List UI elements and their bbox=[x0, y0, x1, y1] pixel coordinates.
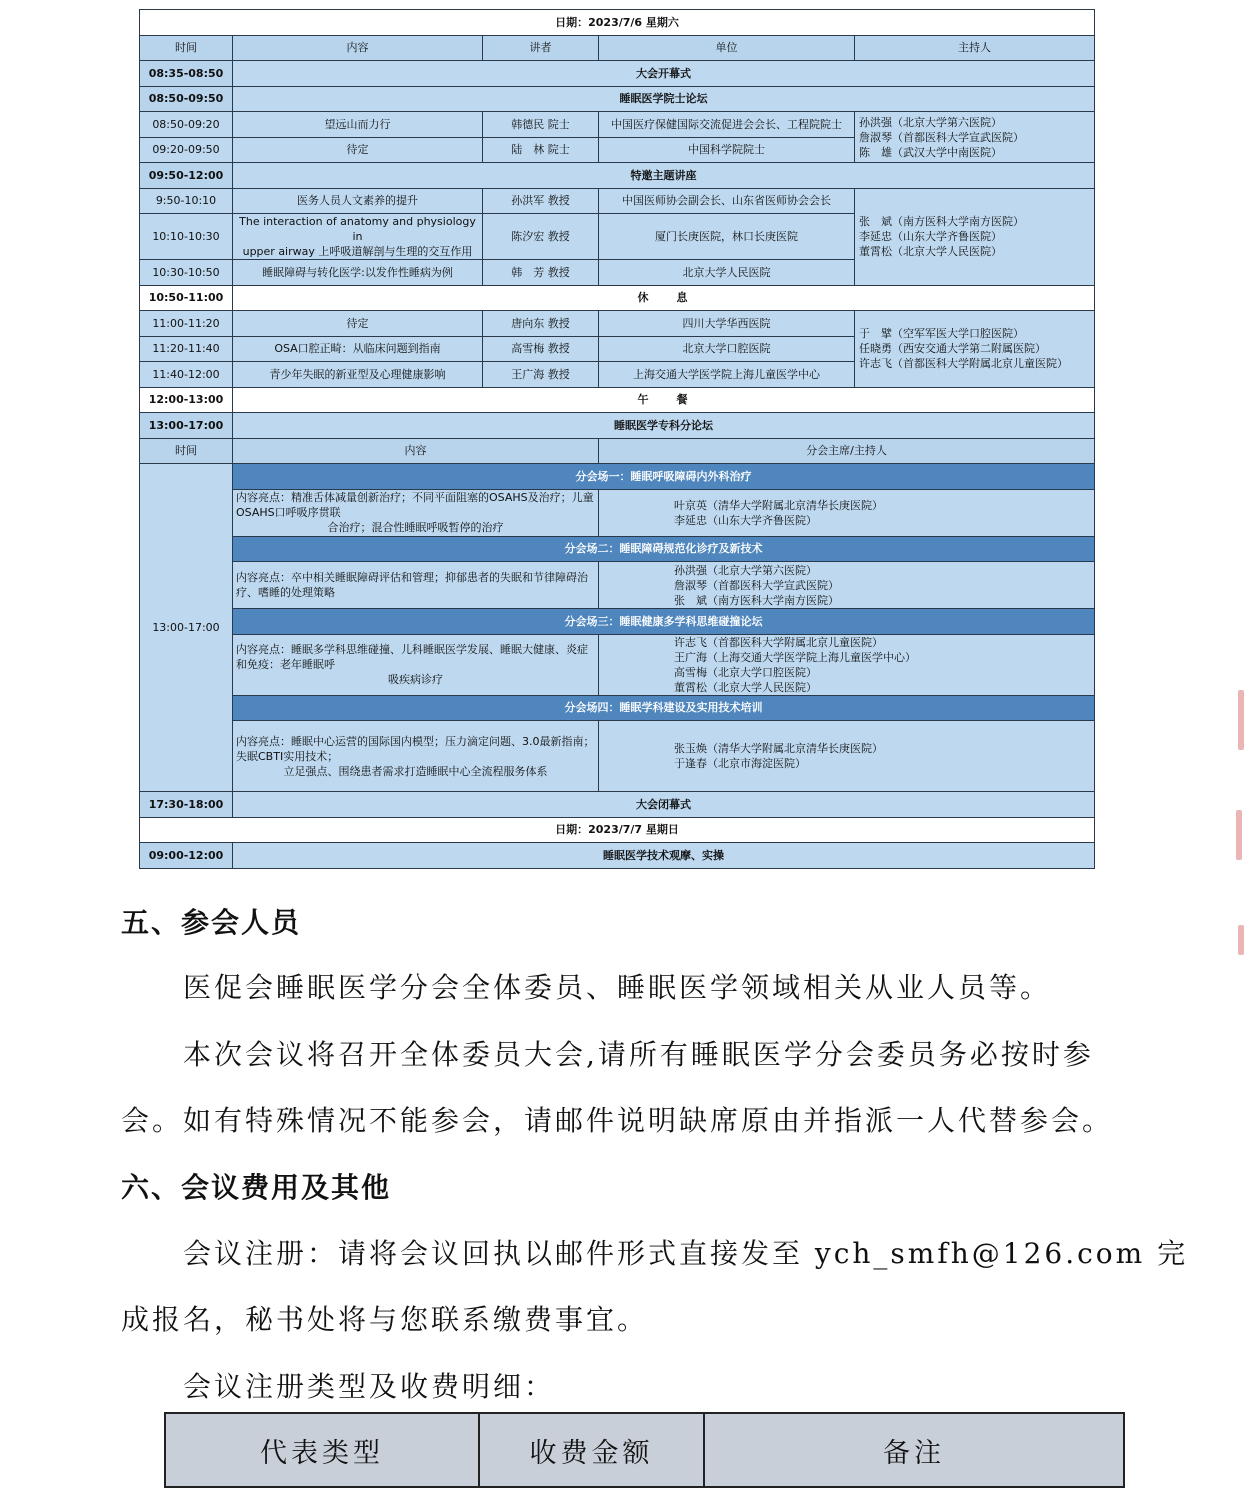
row-unit: 上海交通大学医学院上海儿童医学中心 bbox=[599, 362, 855, 388]
host-name: 叶京英（清华大学附属北京清华长庚医院） bbox=[674, 498, 883, 512]
header-host: 主持人 bbox=[855, 35, 1095, 61]
session-row bbox=[140, 61, 1095, 87]
date-row bbox=[140, 817, 1095, 843]
host-name: 张玉焕（清华大学附属北京清华长庚医院） bbox=[674, 742, 883, 755]
row-content bbox=[233, 214, 483, 260]
row-unit: 中国医疗保健国际交流促进会会长、工程院院士 bbox=[599, 112, 855, 138]
row-content: 待定 bbox=[233, 311, 483, 337]
schedule-table bbox=[139, 9, 1095, 869]
row-content: 待定 bbox=[233, 137, 483, 163]
seal-mark bbox=[1236, 810, 1242, 860]
subsession-title: 分会场二：睡眠障碍规范化诊疗及新技术 bbox=[233, 536, 1095, 562]
row-content: OSA口腔正畸：从临床问题到指南 bbox=[233, 336, 483, 362]
subsession-title: 分会场一：睡眠呼吸障碍内外科治疗 bbox=[233, 464, 1095, 490]
fee-header-row bbox=[165, 1413, 1124, 1487]
table-row bbox=[140, 188, 1095, 214]
host-name: 张 斌（南方医科大学南方医院） bbox=[859, 215, 1024, 228]
section5-paragraph: 会。如有特殊情况不能参会，请邮件说明缺席原由并指派一人代替参会。 bbox=[121, 1104, 1114, 1137]
session-time: 09:00-12:00 bbox=[140, 843, 233, 869]
subsession-row bbox=[140, 562, 1095, 609]
subsession-content bbox=[233, 721, 599, 792]
session-row bbox=[140, 843, 1095, 869]
header-speaker: 讲者 bbox=[483, 35, 599, 61]
date-row bbox=[140, 10, 1095, 36]
host-name: 董霄松（北京大学人民医院） bbox=[674, 680, 817, 694]
session-time: 08:35-08:50 bbox=[140, 61, 233, 87]
subsession-row bbox=[140, 634, 1095, 695]
subsession-title-row bbox=[140, 464, 1095, 490]
seal-mark bbox=[1238, 925, 1244, 955]
row-time: 11:20-11:40 bbox=[140, 336, 233, 362]
row-content: 医务人员人文素养的提升 bbox=[233, 188, 483, 214]
host-name: 詹淑琴（首都医科大学宣武医院） bbox=[859, 130, 1024, 144]
host-name: 许志飞（首都医科大学附属北京儿童医院） bbox=[859, 357, 1068, 371]
subsession-hosts bbox=[599, 562, 1095, 609]
row-hosts bbox=[855, 188, 1095, 285]
session-title: 大会开幕式 bbox=[233, 61, 1095, 87]
subsession-row bbox=[140, 721, 1095, 792]
subsession-content bbox=[233, 562, 599, 609]
host-name: 于 擘（空军军医大学口腔医院） bbox=[859, 327, 1024, 341]
content-line: 吸疾病诊疗 bbox=[388, 673, 443, 686]
break-row bbox=[140, 285, 1095, 311]
row-time: 11:00-11:20 bbox=[140, 311, 233, 337]
section6-heading: 六、会议费用及其他 bbox=[121, 1171, 392, 1204]
header-content: 内容 bbox=[233, 35, 483, 61]
content-line: The interaction of anatomy and physiology in bbox=[239, 215, 476, 243]
content-line: upper airway 上呼吸道解剖与生理的交互作用 bbox=[242, 245, 473, 258]
session-time: 13:00-17:00 bbox=[140, 413, 233, 439]
forum-header-time: 时间 bbox=[140, 438, 233, 464]
forum-span-time: 13:00-17:00 bbox=[140, 464, 233, 792]
header-row bbox=[140, 35, 1095, 61]
host-name: 李延忠（山东大学齐鲁医院） bbox=[859, 230, 1002, 243]
row-unit: 四川大学华西医院 bbox=[599, 311, 855, 337]
subsession-title-row bbox=[140, 536, 1095, 562]
row-content: 睡眠障碍与转化医学:以发作性睡病为例 bbox=[233, 260, 483, 286]
session-row bbox=[140, 792, 1095, 818]
session-row bbox=[140, 86, 1095, 112]
row-speaker: 王广海 教授 bbox=[483, 362, 599, 388]
section5-heading: 五、参会人员 bbox=[121, 906, 302, 939]
forum-header-row bbox=[140, 438, 1095, 464]
row-speaker: 陆 林 院士 bbox=[483, 137, 599, 163]
date2: 日期：2023/7/7 星期日 bbox=[140, 817, 1095, 843]
subsession-row bbox=[140, 489, 1095, 536]
content-line: 立足强点、围绕患者需求打造睡眠中心全流程服务体系 bbox=[283, 764, 548, 778]
subsession-content bbox=[233, 634, 599, 695]
host-name: 于逢春（北京市海淀医院） bbox=[674, 757, 806, 770]
row-speaker: 高雪梅 教授 bbox=[483, 336, 599, 362]
session-title: 大会闭幕式 bbox=[233, 792, 1095, 818]
fee-header-remark: 备注 bbox=[704, 1413, 1124, 1487]
host-name: 李延忠（山东大学齐鲁医院） bbox=[674, 513, 817, 527]
header-unit: 单位 bbox=[599, 35, 855, 61]
content-line: 内容亮点：睡眠多学科思维碰撞、儿科睡眠医学发展、睡眠大健康、炎症和免疫：老年睡眠呼 bbox=[236, 643, 588, 671]
session-time: 17:30-18:00 bbox=[140, 792, 233, 818]
row-time: 08:50-09:20 bbox=[140, 112, 233, 138]
host-name: 詹淑琴（首都医科大学宣武医院） bbox=[674, 578, 839, 592]
content-line: 内容亮点：睡眠中心运营的国际国内模型；压力滴定问题、3.0最新指南；失眠CBTI实用技术； bbox=[236, 734, 595, 763]
host-name: 孙洪强（北京大学第六医院） bbox=[674, 563, 817, 577]
row-hosts bbox=[855, 112, 1095, 163]
host-name: 陈 雄（武汉大学中南医院） bbox=[859, 145, 1002, 159]
session-title: 睡眠医学技术观摩、实操 bbox=[233, 843, 1095, 869]
row-time: 09:20-09:50 bbox=[140, 137, 233, 163]
session-time: 09:50-12:00 bbox=[140, 163, 233, 189]
fee-header-type: 代表类型 bbox=[165, 1413, 479, 1487]
row-time: 10:30-10:50 bbox=[140, 260, 233, 286]
session-row bbox=[140, 163, 1095, 189]
break-title: 午 餐 bbox=[233, 387, 1095, 413]
section6-paragraph: 会议注册：请将会议回执以邮件形式直接发至 ych_smfh@126.com 完 bbox=[183, 1237, 1189, 1270]
session-row bbox=[140, 413, 1095, 439]
session-title: 睡眠医学专科分论坛 bbox=[233, 413, 1095, 439]
subsession-title: 分会场四：睡眠学科建设及实用技术培训 bbox=[233, 695, 1095, 721]
row-time: 10:10-10:30 bbox=[140, 214, 233, 260]
host-name: 许志飞（首都医科大学附属北京儿童医院） bbox=[674, 635, 883, 649]
fee-header-amount: 收费金额 bbox=[479, 1413, 704, 1487]
row-time: 11:40-12:00 bbox=[140, 362, 233, 388]
host-name: 董霄松（北京大学人民医院） bbox=[859, 245, 1002, 258]
host-name: 王广海（上海交通大学医学院上海儿童医学中心） bbox=[674, 650, 916, 664]
table-row bbox=[140, 112, 1095, 138]
row-unit: 中国医师协会副会长、山东省医师协会会长 bbox=[599, 188, 855, 214]
section5-paragraph: 本次会议将召开全体委员大会,请所有睡眠医学分会委员务必按时参 bbox=[183, 1038, 1094, 1071]
session-title: 睡眠医学院士论坛 bbox=[233, 86, 1095, 112]
session-time: 12:00-13:00 bbox=[140, 387, 233, 413]
subsession-hosts bbox=[599, 489, 1095, 536]
fee-table bbox=[164, 1412, 1125, 1488]
content-line: 内容亮点：精准舌体减量创新治疗；不同平面阻塞的OSAHS及治疗；儿童OSAHS口呼吸序贯联 bbox=[236, 491, 594, 519]
row-content: 青少年失眠的新亚型及心理健康影响 bbox=[233, 362, 483, 388]
row-speaker: 韩德民 院士 bbox=[483, 112, 599, 138]
row-hosts bbox=[855, 311, 1095, 388]
subsession-title: 分会场三：睡眠健康多学科思维碰撞论坛 bbox=[233, 609, 1095, 635]
session-time: 10:50-11:00 bbox=[140, 285, 233, 311]
row-unit: 北京大学口腔医院 bbox=[599, 336, 855, 362]
host-name: 任晓勇（西安交通大学第二附属医院） bbox=[859, 342, 1046, 356]
subsession-title-row bbox=[140, 609, 1095, 635]
host-name: 孙洪强（北京大学第六医院） bbox=[859, 115, 1002, 129]
break-title: 休 息 bbox=[233, 285, 1095, 311]
host-name: 高雪梅（北京大学口腔医院） bbox=[674, 665, 817, 679]
row-unit: 北京大学人民医院 bbox=[599, 260, 855, 286]
forum-header-content: 内容 bbox=[233, 438, 599, 464]
row-content: 望远山而力行 bbox=[233, 112, 483, 138]
content-line: 内容亮点：卒中相关睡眠障碍评估和管理；抑郁患者的失眠和节律障碍治疗、嗜睡的处理策略 bbox=[236, 571, 588, 599]
content-line: 合治疗；混合性睡眠呼吸暂停的治疗 bbox=[327, 521, 504, 534]
host-name: 张 斌（南方医科大学南方医院） bbox=[674, 593, 839, 607]
section6-paragraph: 成报名，秘书处将与您联系缴费事宜。 bbox=[121, 1303, 649, 1336]
row-unit: 厦门长庚医院，林口长庚医院 bbox=[599, 214, 855, 260]
seal-mark bbox=[1238, 690, 1244, 750]
section6-paragraph: 会议注册类型及收费明细： bbox=[183, 1370, 556, 1403]
subsession-content bbox=[233, 489, 599, 536]
row-speaker: 陈汐宏 教授 bbox=[483, 214, 599, 260]
row-speaker: 孙洪军 教授 bbox=[483, 188, 599, 214]
subsession-hosts bbox=[599, 721, 1095, 792]
row-speaker: 韩 芳 教授 bbox=[483, 260, 599, 286]
subsession-title-row bbox=[140, 695, 1095, 721]
row-time: 9:50-10:10 bbox=[140, 188, 233, 214]
row-speaker: 唐向东 教授 bbox=[483, 311, 599, 337]
break-row bbox=[140, 387, 1095, 413]
session-time: 08:50-09:50 bbox=[140, 86, 233, 112]
section5-paragraph: 医促会睡眠医学分会全体委员、睡眠医学领域相关从业人员等。 bbox=[183, 971, 1052, 1004]
subsession-hosts bbox=[599, 634, 1095, 695]
forum-header-host: 分会主席/主持人 bbox=[599, 438, 1095, 464]
date1: 日期：2023/7/6 星期六 bbox=[140, 10, 1095, 36]
session-title: 特邀主题讲座 bbox=[233, 163, 1095, 189]
table-row bbox=[140, 311, 1095, 337]
row-unit: 中国科学院院士 bbox=[599, 137, 855, 163]
header-time: 时间 bbox=[140, 35, 233, 61]
